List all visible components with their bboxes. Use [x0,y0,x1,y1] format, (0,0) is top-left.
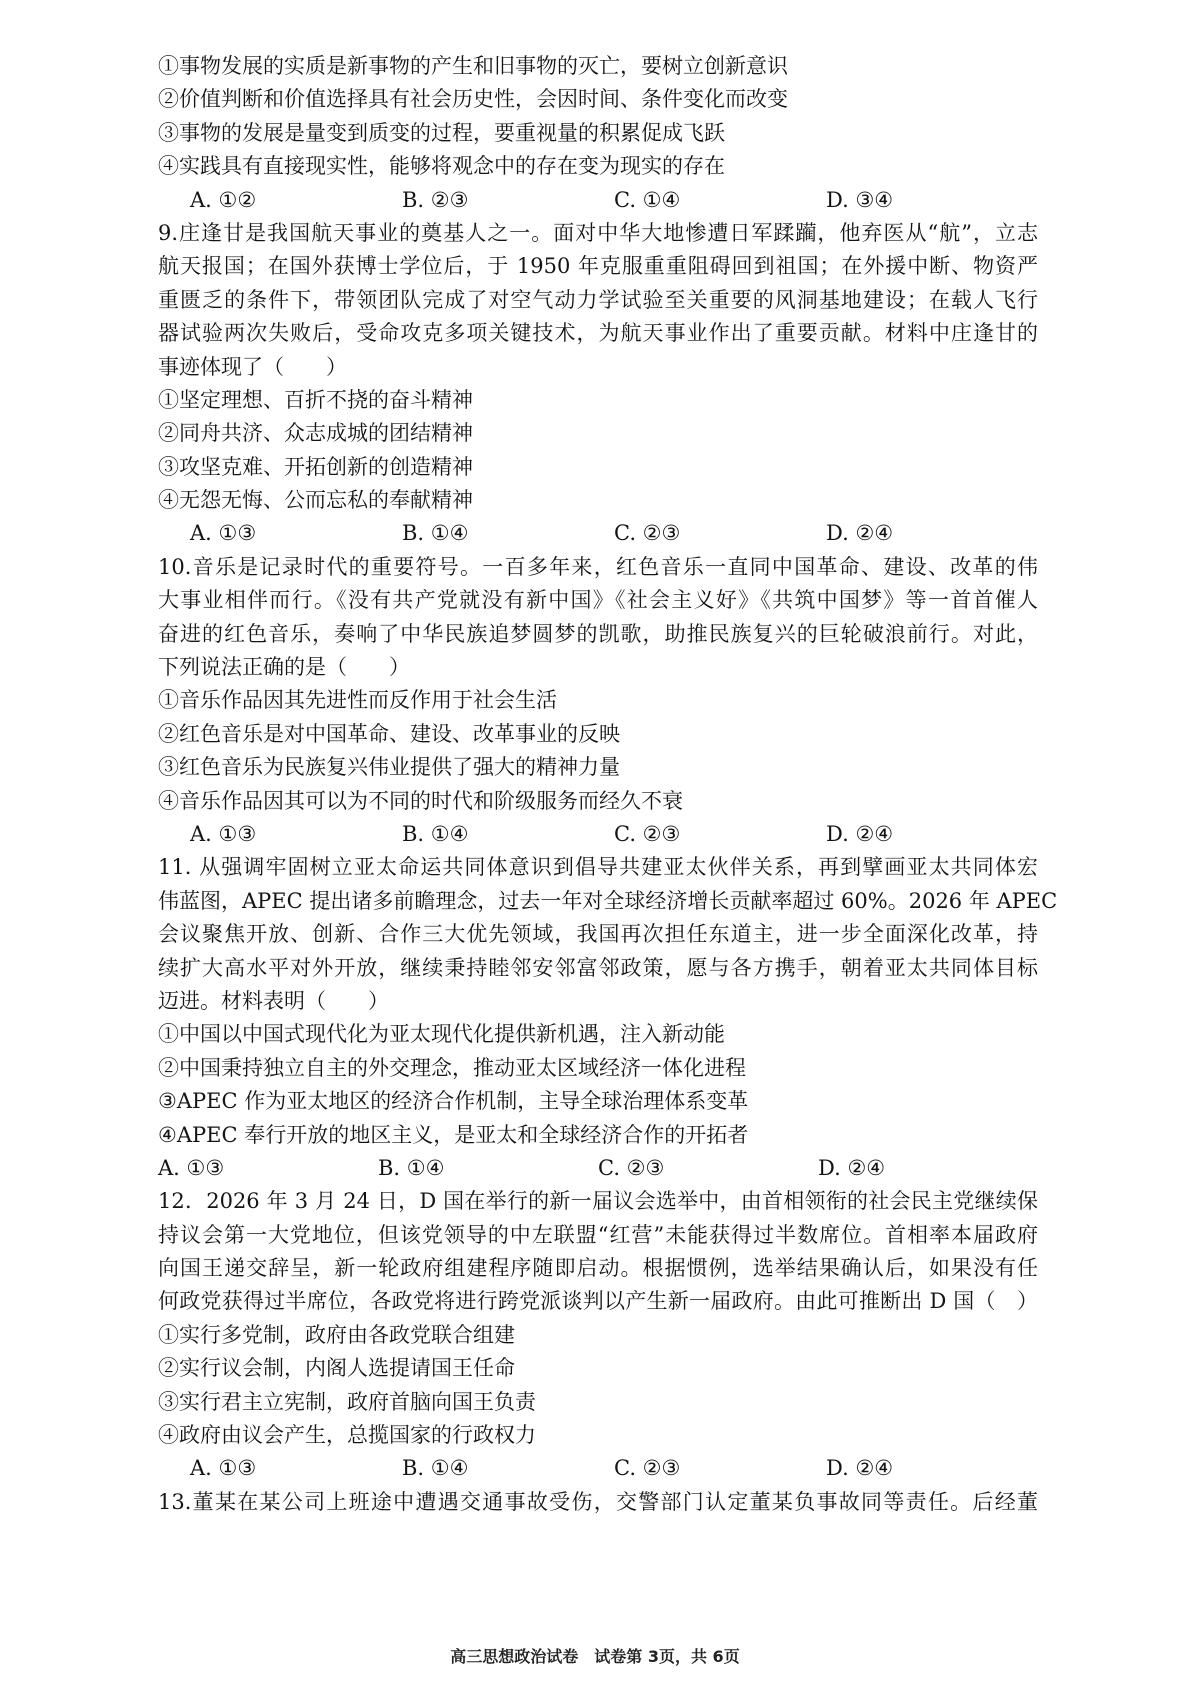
q10-stem-line: 下列说法正确的是（ ） [158,655,410,680]
q11-item-4: ④APEC 奉行开放的地区主义，是亚太和全球经济合作的开拓者 [158,1122,749,1147]
q11-item-2: ②中国秉持独立自主的外交理念，推动亚太区域经济一体化进程 [158,1055,746,1080]
exam-page [158,50,1058,1519]
q11-option-b: B. ①④ [378,1155,445,1180]
q9-item-3: ③攻坚克难、开拓创新的创造精神 [158,454,473,479]
q12-stem-line: 持议会第一大党地位，但该党领导的中左联盟“红营”未能获得过半数席位。首相率本届政府 [158,1222,1038,1247]
question-10 [158,551,1038,852]
q11-item-3: ③APEC 作为亚太地区的经济合作机制，主导全球治理体系变革 [158,1089,749,1114]
q10-stem-line: 奋进的红色音乐，奏响了中华民族追梦圆梦的凯歌，助推民族复兴的巨轮破浪前行。对此， [158,621,1038,646]
q11-stem-line: 11. 从强调牢固树立亚太命运共同体意识到倡导共建亚太伙伴关系，再到擘画亚太共同体宏 [158,855,1038,880]
q8-item-2: ②价值判断和价值选择具有社会历史性，会因时间、条件变化而改变 [158,87,788,112]
q8-options [158,184,1038,217]
q9-stem-line: 事迹体现了（ ） [158,354,347,379]
q10-item-2: ②红色音乐是对中国革命、建设、改革事业的反映 [158,721,620,746]
q12-item-2: ②实行议会制，内阁人选提请国王任命 [158,1356,515,1381]
q8-option-c: C. ①④ [614,187,681,212]
q12-option-d: D. ②④ [826,1456,894,1481]
q13-stem-line: 13.董某在某公司上班途中遭遇交通事故受伤，交警部门认定董某负事故同等责任。后经董 [158,1489,1038,1514]
q11-options [158,1152,1038,1185]
question-12 [158,1185,1038,1486]
q10-option-a: A. ①③ [190,821,257,846]
q9-stem-line: 重匮乏的条件下，带领团队完成了对空气动力学试验至关重要的风洞基地建设；在载人飞行 [158,287,1038,312]
q12-options [158,1452,1038,1485]
page-footer: 高三思想政治试卷 试卷第 3页，共 6页 [450,1647,740,1666]
q8-option-b: B. ②③ [402,187,469,212]
q10-item-3: ③红色音乐为民族复兴伟业提供了强大的精神力量 [158,755,620,780]
q9-options [158,517,1038,550]
q11-stem-line: 迈进。材料表明（ ） [158,988,389,1013]
q9-stem-line: 航天报国；在国外获博士学位后，于 1950 年克服重重阻碍回到祖国；在外援中断、物资严 [158,254,1038,279]
q9-item-2: ②同舟共济、众志成城的团结精神 [158,421,473,446]
q8-item-1: ①事物发展的实质是新事物的产生和旧事物的灭亡，要树立创新意识 [158,54,788,78]
q10-item-4: ④音乐作品因其可以为不同的时代和阶级服务而经久不衰 [158,788,683,813]
q11-option-d: D. ②④ [818,1155,886,1180]
question-13 [158,1486,1038,1519]
q9-option-b: B. ①④ [402,521,469,546]
q12-option-a: A. ①③ [190,1456,257,1481]
q11-option-a: A. ①③ [158,1155,225,1180]
q10-option-c: C. ②③ [614,821,681,846]
q10-option-d: D. ②④ [826,821,894,846]
q12-item-4: ④政府由议会产生，总揽国家的行政权力 [158,1423,536,1448]
question-9 [158,217,1038,551]
q12-item-3: ③实行君主立宪制，政府首脑向国王负责 [158,1389,536,1414]
q10-options [158,818,1038,851]
q10-stem-line: 大事业相伴而行。《没有共产党就没有新中国》《社会主义好》《共筑中国梦》等一首首催人 [158,588,1038,613]
q10-option-b: B. ①④ [402,821,469,846]
q11-stem-line: 会议聚焦开放、创新、合作三大优先领域，我国再次担任东道主，进一步全面深化改革，持 [158,922,1038,947]
q12-option-b: B. ①④ [402,1456,469,1481]
q8-item-3: ③事物的发展是量变到质变的过程，要重视量的积累促成飞跃 [158,120,725,145]
question-8 [158,50,1038,217]
q12-option-c: C. ②③ [614,1456,681,1481]
q9-option-a: A. ①③ [190,521,257,546]
q12-item-1: ①实行多党制，政府由各政党联合组建 [158,1322,515,1347]
q12-stem-line: 何政党获得过半席位，各政党将进行跨党派谈判以产生新一届政府。由此可推断出 D 国（ ） [158,1289,1038,1314]
q11-stem-line: 续扩大高水平对外开放，继续秉持睦邻安邻富邻政策，愿与各方携手，朝着亚太共同体目标 [158,955,1038,980]
q8-item-4: ④实践具有直接现实性，能够将观念中的存在变为现实的存在 [158,154,725,179]
q9-stem-line: 9.庄逢甘是我国航天事业的奠基人之一。面对中华大地惨遭日军蹂躏，他弃医从“航”，立志 [158,220,1038,245]
q10-item-1: ①音乐作品因其先进性而反作用于社会生活 [158,688,557,713]
q9-option-d: D. ②④ [826,521,894,546]
q9-item-1: ①坚定理想、百折不挠的奋斗精神 [158,387,473,412]
q9-stem-line: 器试验两次失败后，受命攻克多项关键技术，为航天事业作出了重要贡献。材料中庄逢甘的 [158,321,1038,346]
q11-option-c: C. ②③ [598,1155,665,1180]
q8-option-a: A. ①② [190,187,257,212]
q11-stem-line: 伟蓝图，APEC 提出诸多前瞻理念，过去一年对全球经济增长贡献率超过 60%。2026 年 APEC [158,888,1058,913]
question-11 [158,851,1058,1185]
q8-option-d: D. ③④ [826,187,894,212]
q10-stem-line: 10.音乐是记录时代的重要符号。一百多年来，红色音乐一直同中国革命、建设、改革的伟 [158,554,1038,579]
q12-stem-line: 12．2026 年 3 月 24 日，D 国在举行的新一届议会选举中，由首相领衔的社会民主党继续保 [158,1189,1038,1214]
q11-item-1: ①中国以中国式现代化为亚太现代化提供新机遇，注入新动能 [158,1022,725,1047]
q9-item-4: ④无怨无悔、公而忘私的奉献精神 [158,488,473,513]
q9-option-c: C. ②③ [614,521,681,546]
q12-stem-line: 向国王递交辞呈，新一轮政府组建程序随即启动。根据惯例，选举结果确认后，如果没有任 [158,1256,1038,1281]
